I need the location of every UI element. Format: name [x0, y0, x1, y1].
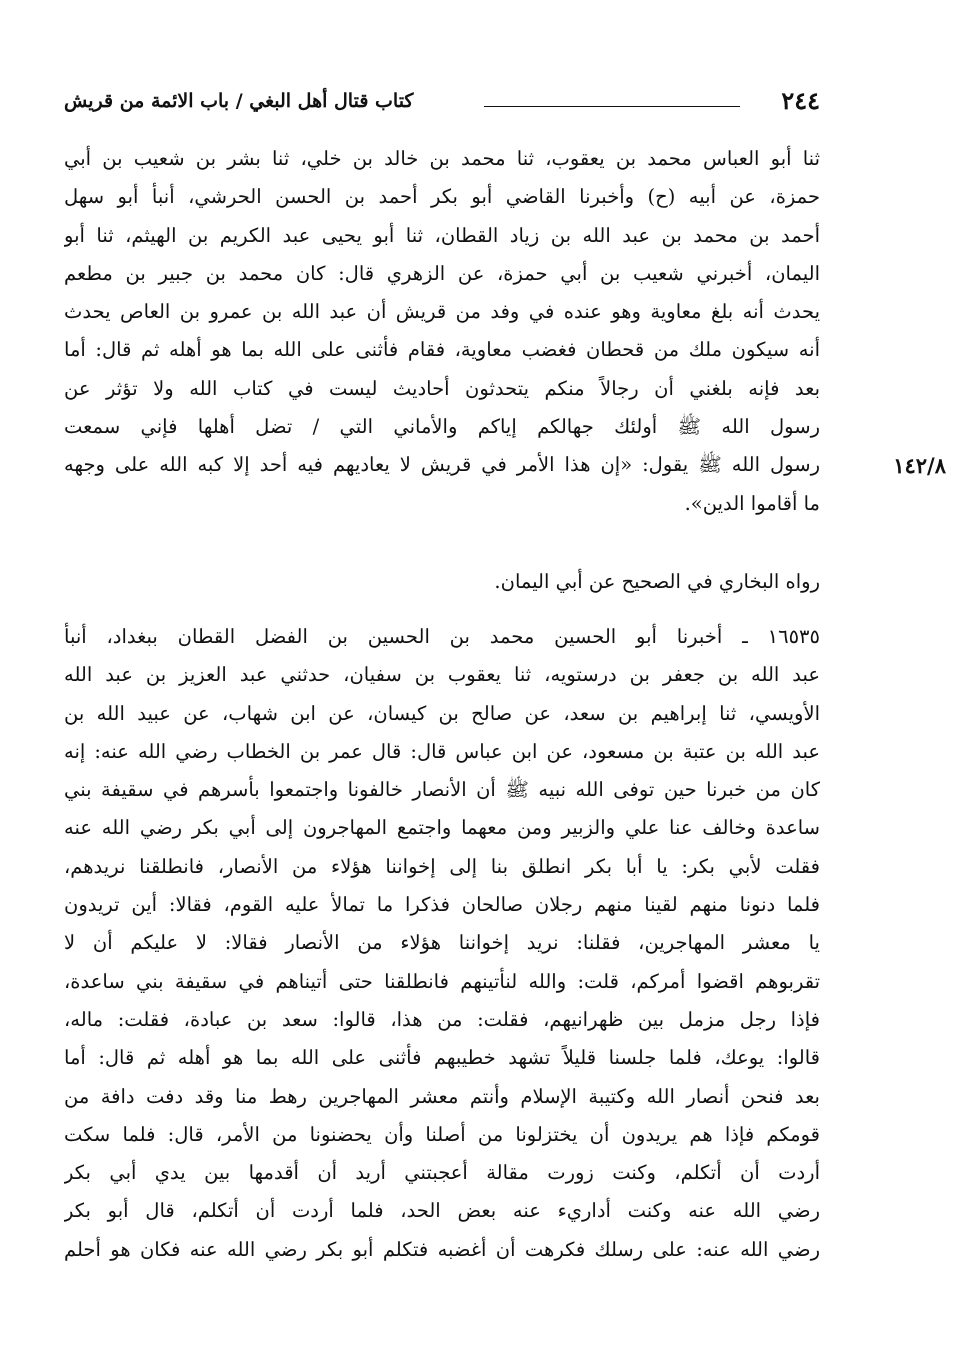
text-line: فلما دنونا منهم لقينا منهم رجلان صالحان فذكرا ما تمالأ عليه القوم، فقالا: أين تريدون [64, 893, 820, 917]
text-line: ساعدة وخالف عنا علي والزبير ومن معهما واجتمع المهاجرون إلى أبي بكر رضي الله عنه [64, 816, 820, 840]
text-line: رضي الله عنه وكنت أداريء عنه بعض الحد، فلما أردت أن أتكلم، قال أبو بكر [64, 1199, 820, 1223]
text-line: بعد فإنه بلغني أن رجالاً منكم يتحدثون أحاديث ليست في كتاب الله ولا تؤثر عن [64, 376, 820, 400]
text-line: قومكم فإذا هم يريدون أن يختزلونا من أصلنا وأن يحضنونا من الأمر، قال: فلما سكت [64, 1122, 820, 1146]
text-line: عبد الله بن عتبة بن مسعود، عن ابن عباس قال: قال عمر بن الخطاب رضي الله عنه: إنه [64, 739, 820, 763]
text-line: فإذا رجل مزمل بين ظهرانيهم، فقلت: من هذا، قالوا: سعد بن عبادة، فقلت: ماله، [64, 1007, 820, 1031]
text-line: رواه البخاري في الصحيح عن أبي اليمان. [494, 570, 820, 593]
text-line: تقربوهم اقضوا أمركم، قلت: والله لنأتينهم فانطلقنا حتى أتيناهم في سقيفة بني ساعدة، [64, 969, 820, 993]
page-number: ٢٤٤ [781, 86, 820, 115]
text-line: رسول الله ﷺ يقول: «إن هذا الأمر في قريش لا يعاديهم فيه أحد إلا كبه الله على وجهه [64, 453, 820, 477]
header-rule [484, 106, 740, 107]
text-line: ١٦٥٣٥ ـ أخبرنا أبو الحسين محمد بن الحسين بن الفضل القطان ببغداد، أنبأ [64, 625, 820, 648]
text-line: كان من خبرنا حين توفى الله نبيه ﷺ أن الأنصار خالفونا واجتمعوا بأسرهم في سقيفة بني [64, 778, 820, 802]
text-line: ما أقاموا الدين». [684, 491, 820, 515]
text-line: يا معشر المهاجرين، فقلنا: نريد إخواننا هؤلاء من الأنصار فقالا: لا عليكم أن لا [64, 931, 820, 955]
paragraph-1 [64, 140, 820, 523]
text-line: الأويسي، ثنا إبراهيم بن سعد، عن صالح بن كيسان، عن ابن شهاب، عن عبيد الله بن [64, 701, 820, 725]
running-header [64, 86, 820, 116]
text-line: ثنا أبو العباس محمد بن يعقوب، ثنا محمد بن خالد بن خلي، ثنا بشر بن شعيب بن أبي [64, 147, 820, 170]
text-line: رسول الله ﷺ أولئك جهالكم إياكم والأماني التي / تضل أهلها فإني سمعت [64, 415, 820, 439]
text-line: قالوا: يوعك، فلما جلسنا قليلاً تشهد خطيبهم فأثنى على الله بما هو أهله ثم قال: أما [64, 1046, 820, 1070]
paragraph-2 [64, 563, 820, 601]
text-line: يحدث أنه بلغ معاوية وهو عنده في وفد من قريش أن عبد الله بن عمرو بن العاص يحدث [64, 300, 820, 324]
margin-reference: ١٤٢/٨ [893, 453, 946, 478]
header-title: كتاب قتال أهل البغي / باب الائمة من قريش [64, 90, 414, 112]
text-line: أحمد بن محمد بن عبد الله بن زياد القطان، ثنا أبو يحيى عبد الكريم بن الهيثم، ثنا أبو [64, 223, 820, 247]
paragraph-3 [64, 618, 820, 1269]
text-line: أنه سيكون ملك من قحطان فغضب معاوية، فقام فأثنى على الله بما هو أهله ثم قال: أما [64, 338, 820, 362]
text-line: أردت أن أتكلم، وكنت زورت مقالة أعجبتني أريد أن أقدمها بين يدي أبي بكر [64, 1161, 820, 1185]
text-line: رضي الله عنه: على رسلك فكرهت أن أغضبه فتكلم أبو بكر رضي الله عنه فكان هو أحلم [64, 1237, 820, 1261]
text-line: حمزة، عن أبيه (ح) وأخبرنا القاضي أبو بكر أحمد بن الحسن الحرشي، أنبأ أبو سهل [64, 185, 820, 209]
text-line: فقلت لأبي بكر: يا أبا بكر انطلق بنا إلى إخواننا هؤلاء من الأنصار، فانطلقنا نريدهم، [64, 854, 820, 878]
text-line: اليمان، أخبرني شعيب بن أبي حمزة، عن الزهري قال: كان محمد بن جبير بن مطعم [64, 261, 820, 285]
text-line: عبد الله بن جعفر بن درستويه، ثنا يعقوب بن سفيان، حدثني عبد العزيز بن عبد الله [64, 663, 820, 687]
text-line: بعد فنحن أنصار الله وكتيبة الإسلام وأنتم معشر المهاجرين رهط منا وقد دفت دافة من [64, 1084, 820, 1108]
